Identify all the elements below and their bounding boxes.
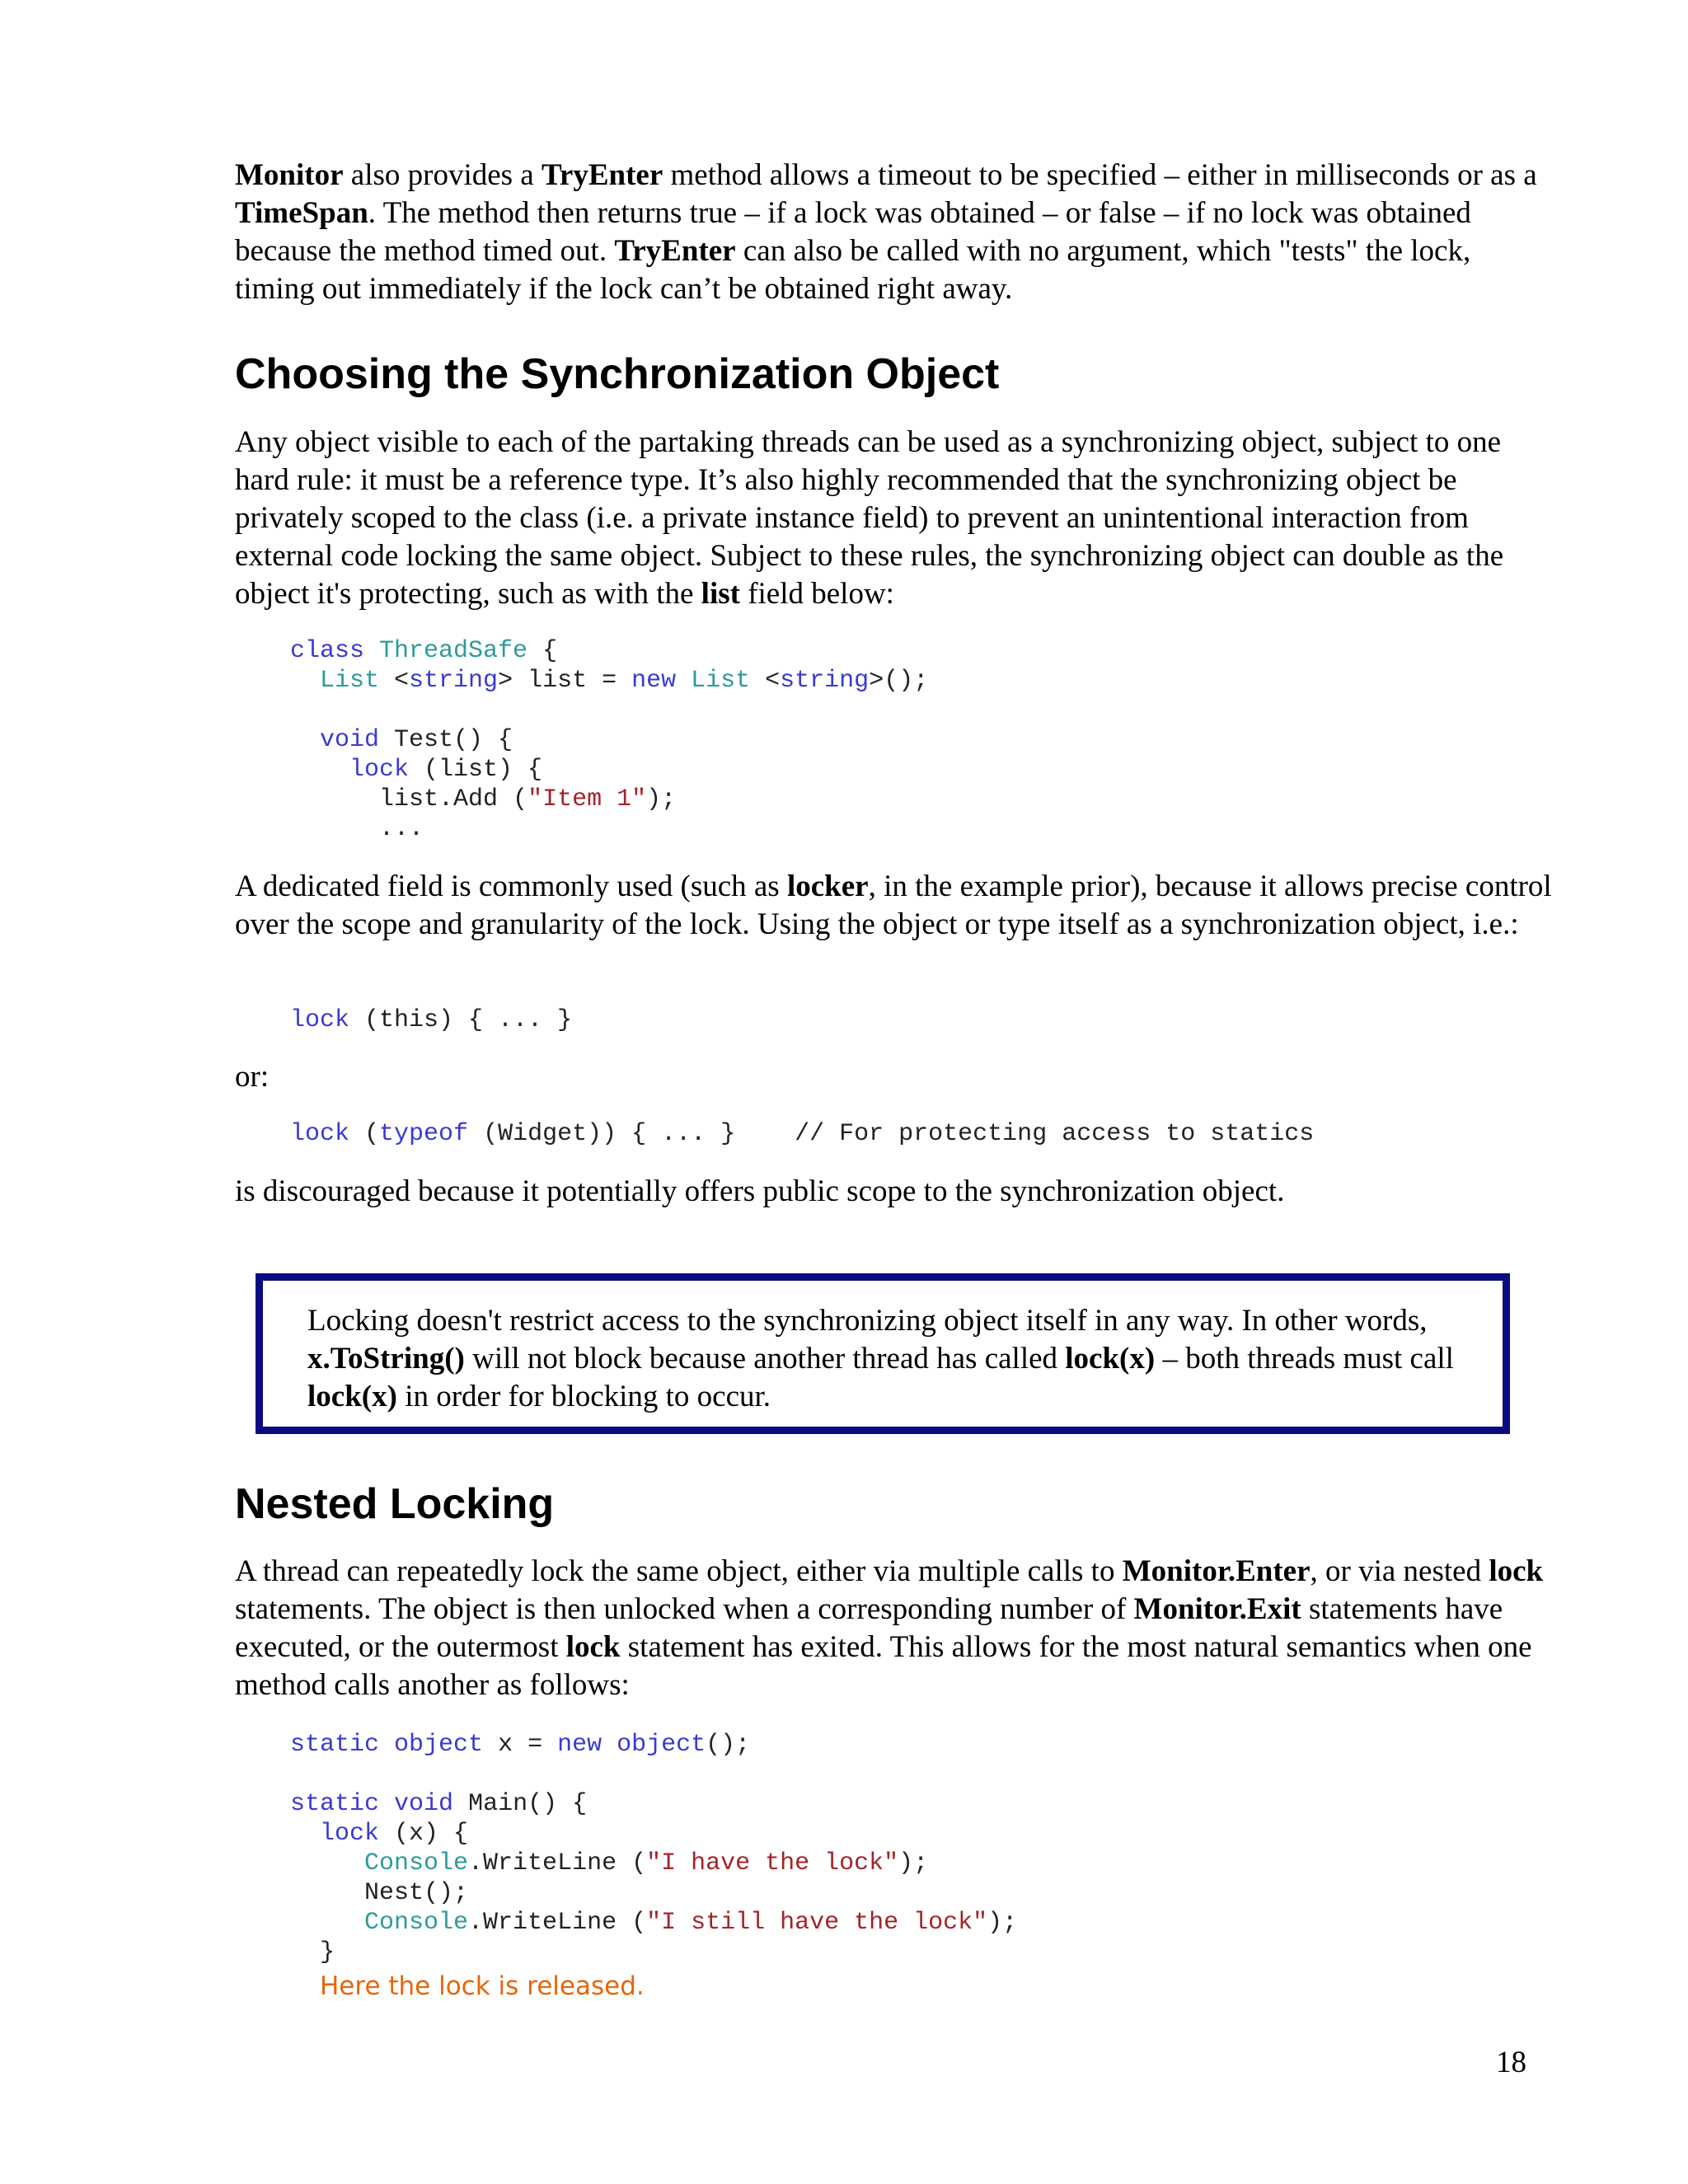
type-name: Console bbox=[364, 1909, 469, 1937]
callout-text bbox=[307, 1302, 1478, 1416]
keyword: string bbox=[409, 667, 499, 695]
text-run: statements have executed, or the outermost bbox=[235, 1592, 1503, 1664]
type-name: List bbox=[691, 667, 751, 695]
keyword: lock bbox=[320, 1820, 380, 1848]
type-name: ThreadSafe bbox=[379, 637, 528, 665]
text-run: will not block because another thread has called bbox=[464, 1342, 1066, 1376]
code-text: ... bbox=[379, 815, 424, 843]
code-text: } bbox=[320, 1938, 335, 1966]
term-timespan: TimeSpan bbox=[235, 196, 368, 230]
term-lock-x: lock(x) bbox=[307, 1380, 397, 1413]
keyword: static bbox=[290, 1731, 380, 1759]
callout-box bbox=[256, 1273, 1510, 1434]
code-line bbox=[290, 1878, 1017, 1908]
code-line bbox=[290, 1789, 1017, 1819]
section-heading: Choosing the Synchronization Object bbox=[235, 350, 1000, 398]
keyword: string bbox=[780, 667, 870, 695]
annotation-note: Here the lock is released. bbox=[320, 1971, 645, 2001]
keyword: class bbox=[290, 637, 365, 665]
code-text: Test() { bbox=[379, 726, 513, 754]
keyword: typeof bbox=[379, 1120, 469, 1148]
code-text: > list = bbox=[498, 667, 632, 695]
text-run: statements. The object is then unlocked when a corresponding number of bbox=[235, 1592, 1134, 1626]
code-text: Nest(); bbox=[364, 1879, 469, 1907]
text-run: , in the example prior), because it allows precise control over the scope and granularity of the lock. Using the object or type itself as a synchronization object, i.e.: bbox=[235, 869, 1552, 941]
text-run: Any object visible to each of the partaking threads can be used as a synchronizing object, subject to one hard rule: it must be a reference type. It’s also highly recommended that the synchronizing object be privately scoped to the class (i.e. a private instance field) to prevent an unintentional interaction from external code locking the same object. Subject to these rules, the synchronizing object can double as the object it's protecting, such as with the bbox=[235, 425, 1504, 611]
text-run: , or via nested bbox=[1310, 1554, 1489, 1588]
term-lock: lock bbox=[565, 1630, 621, 1664]
intro-paragraph bbox=[235, 157, 1554, 308]
code-text: (Widget)) { ... } bbox=[468, 1120, 795, 1148]
term-locker: locker bbox=[786, 869, 869, 903]
text-run: can also be called with no argument, which "tests" the lock, timing out immediately if the lock can’t be obtained right away. bbox=[235, 234, 1471, 306]
type-name: List bbox=[320, 667, 380, 695]
code-line bbox=[290, 666, 928, 696]
page-number: 18 bbox=[1496, 2046, 1526, 2079]
keyword: void bbox=[394, 1790, 454, 1818]
connector-text: or: bbox=[235, 1060, 270, 1094]
keyword: new bbox=[631, 667, 677, 695]
section-paragraph: is discouraged because it potentially offers public scope to the synchronization object. bbox=[235, 1174, 1285, 1208]
term-tryenter: TryEnter bbox=[614, 234, 736, 268]
code-line bbox=[290, 1938, 1017, 1967]
code-line bbox=[290, 1760, 1017, 1789]
code-comment: // For protecting access to statics bbox=[795, 1120, 1315, 1148]
term-lock: lock bbox=[1489, 1554, 1544, 1588]
string-literal: "I still have the lock" bbox=[646, 1909, 988, 1937]
term-lock-x: lock(x) bbox=[1065, 1342, 1156, 1376]
code-text: .WriteLine ( bbox=[468, 1849, 647, 1877]
term-list: list bbox=[701, 577, 740, 611]
code-line bbox=[290, 1908, 1017, 1938]
term-monitor: Monitor bbox=[235, 158, 344, 192]
code-line bbox=[290, 1849, 1017, 1878]
term-tostring: x.ToString() bbox=[307, 1342, 465, 1376]
code-text: .WriteLine ( bbox=[468, 1909, 647, 1937]
text-run: . The method then returns true – if a lock was obtained – or false – if no lock was obtained because the method timed out. bbox=[235, 196, 1471, 268]
section-paragraph bbox=[235, 868, 1554, 944]
text-run: in order for blocking to occur. bbox=[396, 1380, 771, 1413]
section-paragraph bbox=[235, 1553, 1554, 1704]
code-block bbox=[290, 1730, 1017, 1967]
term-monitor-enter: Monitor.Enter bbox=[1122, 1554, 1311, 1588]
code-text: (x) { bbox=[379, 1820, 469, 1848]
code-text: ( bbox=[349, 1120, 380, 1148]
type-name: Console bbox=[364, 1849, 469, 1877]
code-text: Main() { bbox=[453, 1790, 588, 1818]
term-monitor-exit: Monitor.Exit bbox=[1133, 1592, 1301, 1626]
text-run: A dedicated field is commonly used (such as bbox=[235, 869, 787, 903]
code-text: ); bbox=[987, 1909, 1018, 1937]
code-line bbox=[290, 1819, 1017, 1849]
code-text: { bbox=[528, 637, 558, 665]
code-text: (); bbox=[706, 1731, 751, 1759]
code-text: ); bbox=[898, 1849, 929, 1877]
code-text: >(); bbox=[869, 667, 929, 695]
text-run: method allows a timeout to be specified – either in milliseconds or as a bbox=[663, 158, 1537, 192]
text-run: Locking doesn't restrict access to the synchronizing object itself in any way. In other words, bbox=[307, 1304, 1428, 1338]
code-line bbox=[290, 696, 928, 725]
code-block bbox=[290, 1119, 1314, 1149]
text-run: A thread can repeatedly lock the same object, either via multiple calls to bbox=[235, 1554, 1123, 1588]
keyword: lock bbox=[290, 1120, 350, 1148]
code-line bbox=[290, 814, 928, 844]
keyword: static bbox=[290, 1790, 380, 1818]
keyword: new bbox=[557, 1731, 603, 1759]
keyword: lock bbox=[290, 1006, 350, 1034]
string-literal: "Item 1" bbox=[528, 785, 647, 813]
keyword: object bbox=[617, 1731, 706, 1759]
code-line bbox=[290, 1730, 1017, 1760]
keyword: object bbox=[394, 1731, 484, 1759]
code-line bbox=[290, 725, 928, 755]
keyword: lock bbox=[349, 756, 410, 784]
code-block bbox=[290, 1005, 572, 1035]
code-block bbox=[290, 636, 928, 844]
code-text: list.Add ( bbox=[379, 785, 528, 813]
code-text: < bbox=[379, 667, 410, 695]
code-text: < bbox=[750, 667, 781, 695]
code-text: ); bbox=[646, 785, 677, 813]
code-line bbox=[290, 785, 928, 814]
text-run: also provides a bbox=[343, 158, 542, 192]
text-run: statement has exited. This allows for the most natural semantics when one method calls another as follows: bbox=[235, 1630, 1532, 1702]
text-run: – both threads must call bbox=[1155, 1342, 1454, 1376]
string-literal: "I have the lock" bbox=[646, 1849, 899, 1877]
code-text: (list) { bbox=[409, 756, 543, 784]
section-paragraph bbox=[235, 424, 1554, 613]
code-line bbox=[290, 755, 928, 785]
code-line bbox=[290, 636, 928, 666]
term-tryenter: TryEnter bbox=[541, 158, 663, 192]
text-run: field below: bbox=[739, 577, 894, 611]
section-heading: Nested Locking bbox=[235, 1480, 555, 1528]
code-text: (this) { ... } bbox=[349, 1006, 573, 1034]
code-text: x = bbox=[483, 1731, 558, 1759]
keyword: void bbox=[320, 726, 380, 754]
